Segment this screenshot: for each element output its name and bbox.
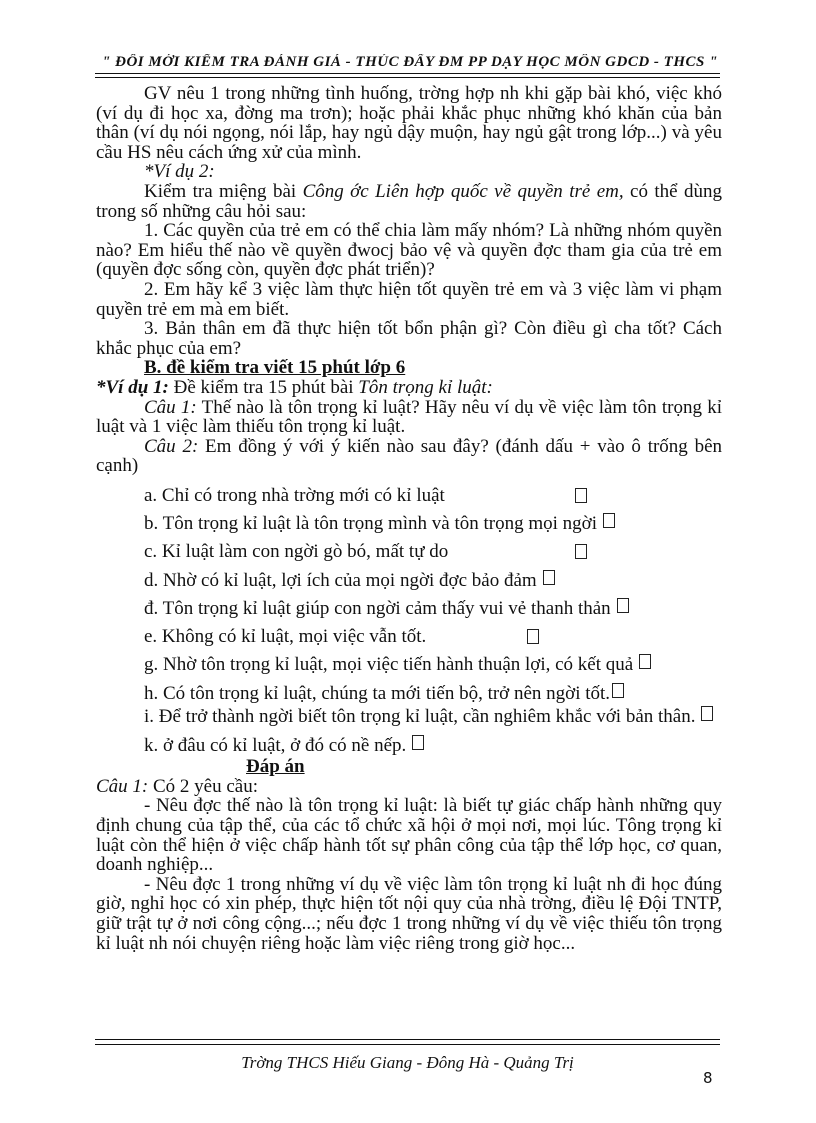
example-1-text: Đề kiểm tra 15 phút bài — [168, 376, 359, 398]
document-body — [96, 84, 722, 953]
intro-text: Kiểm tra miệng bài — [144, 180, 303, 202]
option-h — [96, 683, 722, 704]
checkbox-h[interactable] — [612, 683, 624, 698]
option-e — [96, 627, 722, 647]
example-1-title: Tôn trọng kỉ luật: — [358, 376, 493, 398]
option-k — [96, 735, 722, 756]
option-text: e. Không có kỉ luật, mọi việc vẫn tốt. — [144, 625, 427, 647]
option-text: đ. Tôn trọng kỉ luật giúp con ngời cảm thấy vui vẻ thanh thản — [144, 598, 611, 620]
answer-cau-1 — [96, 777, 722, 797]
option-i — [96, 704, 722, 729]
question-2: 2. Em hãy kể 3 việc làm thực hiện tốt quyền trẻ em và 3 việc làm vi phạm quyền trẻ em mà em biết. — [96, 278, 722, 320]
checkbox-e[interactable] — [527, 629, 539, 644]
option-d — [96, 570, 722, 591]
cau-2 — [96, 437, 722, 476]
example-1 — [96, 378, 722, 398]
option-text: h. Có tôn trọng kỉ luật, chúng ta mới tiến bộ, trở nên ngời tốt. — [144, 683, 611, 705]
answer-cau-1-text: Có 2 yêu cầu: — [148, 775, 259, 797]
checkbox-d[interactable] — [543, 570, 555, 585]
checkbox-k[interactable] — [412, 735, 424, 750]
header-rule-thin — [95, 77, 720, 78]
option-text: g. Nhờ tôn trọng kỉ luật, mọi việc tiến hành thuận lợi, có kết quả — [144, 654, 634, 676]
checkbox-b[interactable] — [603, 513, 615, 528]
option-text: k. ở đâu có kỉ luật, ở đó có nề nếp. — [144, 734, 407, 756]
header-rule — [95, 73, 720, 74]
checkbox-i[interactable] — [701, 706, 713, 721]
option-text: a. Chỉ có trong nhà trờng mới có kỉ luật — [144, 484, 445, 506]
question-3: 3. Bản thân em đã thực hiện tốt bổn phận gì? Còn điều gì cha tốt? Cách khắc phục của em? — [96, 318, 722, 359]
checkbox-g[interactable] — [639, 654, 651, 669]
checkbox-dd[interactable] — [617, 598, 629, 613]
example-1-label: *Ví dụ 1: — [96, 376, 169, 398]
option-text: d. Nhờ có kỉ luật, lợi ích của mọi ngời đợc bảo đảm — [144, 569, 537, 591]
option-b — [96, 513, 722, 534]
option-text: i. Để trở thành ngời biết tôn trọng kỉ luật, cần nghiêm khắc với bản thân. — [144, 705, 696, 727]
cau-2-label: Câu 2: — [144, 435, 199, 457]
intro-paragraph: GV nêu 1 trong những tình huống, trờng hợp nh khi gặp bài khó, việc khó (ví dụ đi học xa, đờng ma trơn); hoặc phải khắc phục những khó khăn của bản thân (ví dụ nói ngọng, nói lắp, hay ngủ dậy muộn, hay ngủ gật trong lớp...) và yêu cầu HS nêu cách ứng xử của mình. — [96, 83, 722, 163]
section-b-heading: B. đề kiểm tra viết 15 phút lớp 6 — [144, 357, 406, 379]
option-c — [96, 542, 722, 562]
example-2-intro — [96, 182, 722, 221]
footer-rule — [95, 1039, 720, 1040]
cau-2-text: Em đồng ý với ý kiến nào sau đây? (đánh dấu + vào ô trống bên cạnh) — [96, 435, 723, 477]
checkbox-a[interactable] — [575, 488, 587, 503]
option-text: b. Tôn trọng kỉ luật là tôn trọng mình và tôn trọng mọi ngời — [144, 513, 597, 535]
lesson-title: Công ớc Liên hợp quốc về quyền trẻ em, — [302, 180, 624, 202]
answer-heading: Đáp án — [246, 756, 305, 778]
option-text: c. Kỉ luật làm con ngời gò bó, mất tự do — [144, 541, 449, 563]
example-2-label: *Ví dụ 2: — [144, 161, 215, 183]
question-1: 1. Các quyền của trẻ em có thể chia làm mấy nhóm? Là những nhóm quyền nào? Em hiểu thế nào về quyền đwocj bảo vệ và quyền đợc tham gia của trẻ em (quyền đợc sống còn, quyền đợc phát triển)? — [96, 220, 722, 281]
option-a — [96, 486, 722, 506]
option-g — [96, 654, 722, 675]
page-number: 8 — [703, 1069, 713, 1087]
cau-1 — [96, 398, 722, 437]
footer-rule-thin — [95, 1044, 720, 1045]
intro-text-post: có thể dùng trong số những câu hỏi sau: — [96, 180, 722, 222]
answer-point-1: - Nêu đợc thế nào là tôn trọng kỉ luật: là biết tự giác chấp hành những quy định chung của tập thể, của các tổ chức xã hội ở mọi nơi, mọi lúc. Tông trọng kỉ luật còn thể hiện ở việc chấp hành tốt sự phân công của tập thể lớp học, cơ quan, doanh nghiệp... — [96, 795, 722, 876]
cau-1-text: Thế nào là tôn trọng kỉ luật? Hãy nêu ví dụ về việc làm tôn trọng kỉ luật và 1 việc làm thiếu tôn trọng kỉ luật. — [96, 396, 723, 438]
option-dd — [96, 598, 722, 619]
cau-1-label: Câu 1: — [144, 396, 197, 418]
answer-cau-1-label: Câu 1: — [96, 775, 149, 797]
page-footer: Trờng THCS Hiếu Giang - Đông Hà - Quảng Trị — [241, 1053, 574, 1072]
answer-point-2: - Nêu đợc 1 trong những ví dụ về việc làm tôn trọng kỉ luật nh đi học đúng giờ, nghỉ học có xin phép, thực hiện tốt nội quy của nhà trờng, điều lệ Đội TNTP, giữ trật tự ở nơi công cộng...; nếu đợc 1 trong những ví dụ về việc thiếu tôn trọng kỉ luật nh nói chuyện riêng hoặc làm việc riêng trong giờ học... — [96, 873, 722, 954]
checkbox-c[interactable] — [575, 544, 587, 559]
page-header: " ĐỔI MỚI KIỂM TRA ĐÁNH GIÁ - THÚC ĐẨY ĐM PP DẠY HỌC MÔN GDCD - THCS " — [102, 54, 718, 70]
